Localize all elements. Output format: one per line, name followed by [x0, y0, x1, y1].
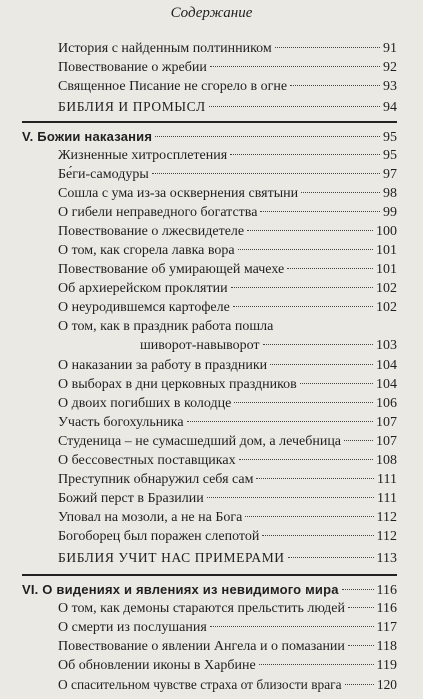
toc-entry [58, 280, 397, 298]
toc-entry-page: 95 [383, 148, 397, 163]
toc-entry-page: 117 [376, 620, 397, 635]
toc-entry-title: Повествование об умирающей мачехе [58, 262, 285, 277]
toc-entry [58, 299, 397, 317]
toc-entry-title: Об архиерейском проклятии [58, 281, 228, 296]
toc-entry-page: 113 [376, 551, 397, 566]
toc-entry-title: Об обновлении иконы в Харбине [58, 658, 256, 673]
toc-entry-page: 116 [376, 583, 397, 598]
toc-section-heading [22, 128, 397, 147]
toc-entry-page: 107 [376, 434, 397, 449]
toc-entry-page: 108 [376, 453, 397, 468]
toc-entry-page: 100 [376, 224, 397, 239]
toc-entry-title: О выборах в дни церковных праздников [58, 377, 297, 392]
toc-entry-page: 101 [376, 262, 397, 277]
toc-entry-page: 102 [376, 281, 397, 296]
toc-entry [58, 357, 397, 375]
toc-entry [58, 676, 397, 694]
toc-entry-title: О неуродившемся картофеле [58, 300, 230, 315]
toc-section-title: VI. О видениях и явлениях из невидимого мира [22, 582, 339, 597]
toc-entry-title: Участь богохульника [58, 415, 184, 430]
toc-entry [58, 414, 397, 432]
toc-entry-title: О том, как сгорела лавка вора [58, 243, 235, 258]
toc-entry-page: 112 [376, 529, 397, 544]
toc-entry-page: 111 [377, 472, 397, 487]
toc-section-title: V. Божии наказания [22, 129, 153, 144]
toc-entry-page: 93 [383, 79, 397, 94]
toc-entry-page: 120 [376, 677, 397, 692]
toc-entry [58, 619, 397, 637]
toc-heading [58, 549, 397, 568]
toc-entry [58, 242, 397, 260]
section-divider [22, 121, 397, 123]
toc-entry [58, 376, 397, 394]
toc-heading-title: БИБЛИЯ УЧИТ НАС ПРИМЕРАМИ [58, 550, 285, 565]
toc-entry-title: шиворот-навыворот [140, 338, 260, 353]
toc-entry-page: 92 [383, 60, 397, 75]
toc-entry-page: 104 [376, 358, 397, 373]
toc-entry-title: О том, как в праздник работа пошла [58, 319, 274, 334]
toc-entry-title: Бе́ги-самодуры [58, 167, 149, 182]
toc-entry-title: Священное Писание не сгорело в огне [58, 79, 288, 94]
toc-entry [58, 600, 397, 618]
toc-entry-page: 97 [383, 167, 397, 182]
toc-entry-title: О двоих погибших в колодце [58, 396, 232, 411]
toc-entry [58, 657, 397, 675]
toc-entry [58, 166, 397, 184]
toc-entry-page: 119 [376, 658, 397, 673]
toc-entry [58, 433, 397, 451]
toc-entry-page: 107 [376, 415, 397, 430]
toc-entry [58, 638, 397, 656]
toc-entry-title: О том, как демоны стараются прельстить людей [58, 601, 345, 616]
toc-entry [58, 185, 397, 203]
toc-entry [58, 204, 397, 222]
toc-entry-page: 111 [377, 491, 397, 506]
toc-entry-title: Повествование о жребии [58, 60, 207, 75]
toc-entry-title: Сошла с ума из-за осквернения святыни [58, 186, 299, 201]
toc-entry [58, 490, 397, 508]
toc-entry-page: 94 [383, 100, 397, 115]
toc-entry-page: 95 [383, 130, 397, 145]
toc-entry [58, 318, 397, 336]
toc-entry-page: 99 [383, 205, 397, 220]
toc-entry [58, 471, 397, 489]
toc-entry [58, 223, 397, 241]
toc-entry-page: 98 [383, 186, 397, 201]
toc-entry [58, 59, 397, 77]
toc-entry [58, 528, 397, 546]
toc-entry-title: О спасительном чувстве страха от близости врага [58, 677, 342, 692]
toc-entry-page: 116 [376, 601, 397, 616]
toc-entry-title: Уповал на мозоли, а не на Бога [58, 510, 243, 525]
toc-entry-title: Богоборец был поражен слепотой [58, 529, 260, 544]
toc-entry-title: Жизненные хитросплетения [58, 148, 228, 163]
toc-entry-page: 106 [376, 396, 397, 411]
toc-entry-title: Преступник обнаружил себя сам [58, 472, 254, 487]
toc-entry-title: Студеница – не сумасшедший дом, а лечебница [58, 434, 342, 449]
toc-entry-page: 91 [383, 41, 397, 56]
toc-heading [58, 98, 397, 117]
toc-entry [58, 147, 397, 165]
toc-entry-page: 118 [376, 639, 397, 654]
toc-entry-continuation [140, 337, 397, 355]
toc-heading-title: БИБЛИЯ И ПРОМЫСЛ [58, 99, 206, 114]
toc-entry-page: 112 [376, 510, 397, 525]
toc-entry-page: 101 [376, 243, 397, 258]
toc-entry-page: 104 [376, 377, 397, 392]
toc-entry-title: Повествование о явлении Ангела и о помазании [58, 639, 345, 654]
toc-entry [58, 78, 397, 96]
toc-entry [58, 40, 397, 58]
toc-entry [58, 509, 397, 527]
toc-entry-title: О бессовестных поставщиках [58, 453, 236, 468]
toc-entry-page: 102 [376, 300, 397, 315]
toc-entry-title: История с найденным полтинником [58, 41, 272, 56]
page-header-title: Содержание [170, 5, 253, 21]
toc-entry [58, 452, 397, 470]
toc-entry-title: О наказании за работу в праздники [58, 358, 268, 373]
toc-section-heading [22, 581, 397, 600]
section-divider [22, 574, 397, 576]
toc-entry-title: Божий перст в Бразилии [58, 491, 204, 506]
toc-entry-page: 103 [376, 338, 397, 353]
toc-entry [58, 395, 397, 413]
toc-entry-title: О смерти из послушания [58, 620, 207, 635]
toc-entry-title: О гибели неправедного богатства [58, 205, 258, 220]
toc-entry-title: Повествование о лжесвидетеле [58, 224, 245, 239]
toc-entry [58, 261, 397, 279]
